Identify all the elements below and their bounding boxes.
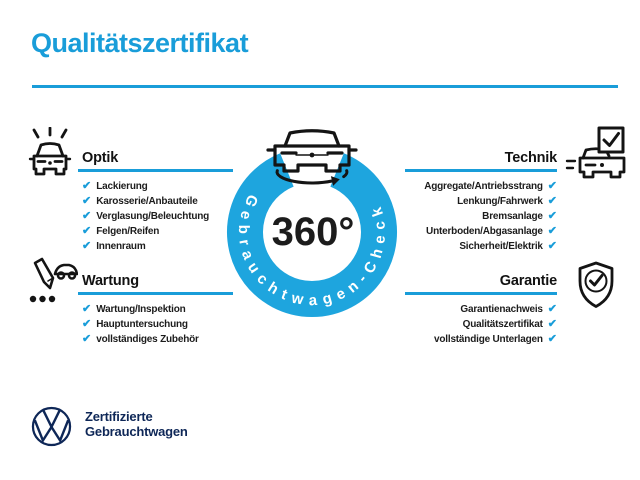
section-items bbox=[78, 179, 233, 254]
check-icon: ✔ bbox=[547, 179, 557, 192]
checklist-item bbox=[82, 317, 233, 332]
section-title-optik: Optik bbox=[82, 150, 119, 166]
checklist-item bbox=[82, 194, 233, 209]
check-icon: ✔ bbox=[82, 224, 92, 237]
checklist-item-label: vollständige Unterlagen bbox=[434, 333, 543, 345]
checklist-item-label: Bremsanlage bbox=[482, 210, 543, 222]
section-garantie bbox=[405, 273, 557, 347]
check-icon: ✔ bbox=[547, 209, 557, 222]
checklist-item bbox=[405, 194, 557, 209]
checklist-item bbox=[405, 224, 557, 239]
header-divider bbox=[32, 85, 618, 88]
checklist-item bbox=[405, 179, 557, 194]
checklist-item bbox=[82, 179, 233, 194]
section-items bbox=[405, 179, 557, 254]
section-underline bbox=[405, 169, 557, 172]
page-title: Qualitätszertifikat bbox=[31, 28, 249, 58]
checklist-item bbox=[405, 302, 557, 317]
check-icon: ✔ bbox=[82, 194, 92, 207]
section-title-technik: Technik bbox=[504, 150, 557, 166]
checklist-item-label: Unterboden/Abgasanlage bbox=[426, 225, 543, 237]
check-icon: ✔ bbox=[82, 209, 92, 222]
footer-brand-text bbox=[85, 409, 188, 439]
emblem-ring-label: Gebrauchtwagen-Check bbox=[234, 191, 390, 310]
checklist-item-label: Lenkung/Fahrwerk bbox=[457, 195, 543, 207]
checklist-item bbox=[405, 239, 557, 254]
checklist-item-label: Innenraum bbox=[96, 240, 146, 252]
checklist-item-label: Wartung/Inspektion bbox=[96, 303, 186, 315]
checklist-item-label: Lackierung bbox=[96, 180, 148, 192]
section-underline bbox=[78, 169, 233, 172]
section-optik bbox=[78, 150, 233, 254]
check-icon: ✔ bbox=[547, 302, 557, 315]
footer-brand-line2: Gebrauchtwagen bbox=[85, 424, 188, 439]
check-icon: ✔ bbox=[547, 224, 557, 237]
section-items bbox=[78, 302, 233, 347]
check-icon: ✔ bbox=[82, 332, 92, 345]
360-check-emblem bbox=[222, 120, 402, 320]
checklist-item bbox=[82, 224, 233, 239]
checklist-item-label: Sicherheit/Elektrik bbox=[459, 240, 543, 252]
emblem-center-label: 360° bbox=[271, 210, 355, 254]
vw-logo bbox=[30, 405, 73, 448]
checklist-item bbox=[82, 209, 233, 224]
checklist-item-label: Garantienachweis bbox=[460, 303, 543, 315]
checklist-item bbox=[405, 317, 557, 332]
check-icon: ✔ bbox=[82, 317, 92, 330]
checklist-item-label: Verglasung/Beleuchtung bbox=[96, 210, 210, 222]
service-checklist-icon bbox=[26, 256, 78, 306]
car-checkbox-icon bbox=[565, 125, 627, 187]
section-title-garantie: Garantie bbox=[499, 273, 557, 289]
checklist-item-label: Aggregate/Antriebsstrang bbox=[424, 180, 543, 192]
checklist-item-label: vollständiges Zubehör bbox=[96, 333, 199, 345]
check-icon: ✔ bbox=[547, 239, 557, 252]
check-icon: ✔ bbox=[547, 332, 557, 345]
car-shine-icon bbox=[26, 127, 74, 181]
checklist-item-label: Hauptuntersuchung bbox=[96, 318, 188, 330]
check-icon: ✔ bbox=[547, 194, 557, 207]
section-underline bbox=[405, 292, 557, 295]
shield-check-icon bbox=[576, 261, 616, 309]
check-icon: ✔ bbox=[82, 179, 92, 192]
checklist-item-label: Qualitätszertifikat bbox=[462, 318, 543, 330]
checklist-item bbox=[405, 332, 557, 347]
check-icon: ✔ bbox=[547, 317, 557, 330]
checklist-item bbox=[82, 332, 233, 347]
section-underline bbox=[78, 292, 233, 295]
section-items bbox=[405, 302, 557, 347]
section-wartung bbox=[78, 273, 233, 347]
checklist-item bbox=[82, 302, 233, 317]
checklist-item-label: Felgen/Reifen bbox=[96, 225, 160, 237]
check-icon: ✔ bbox=[82, 239, 92, 252]
checklist-item bbox=[82, 239, 233, 254]
checklist-item-label: Karosserie/Anbauteile bbox=[96, 195, 198, 207]
checklist-item bbox=[405, 209, 557, 224]
footer-brand-line1: Zertifizierte bbox=[85, 409, 153, 424]
section-title-wartung: Wartung bbox=[82, 273, 139, 289]
section-technik bbox=[405, 150, 557, 254]
check-icon: ✔ bbox=[82, 302, 92, 315]
